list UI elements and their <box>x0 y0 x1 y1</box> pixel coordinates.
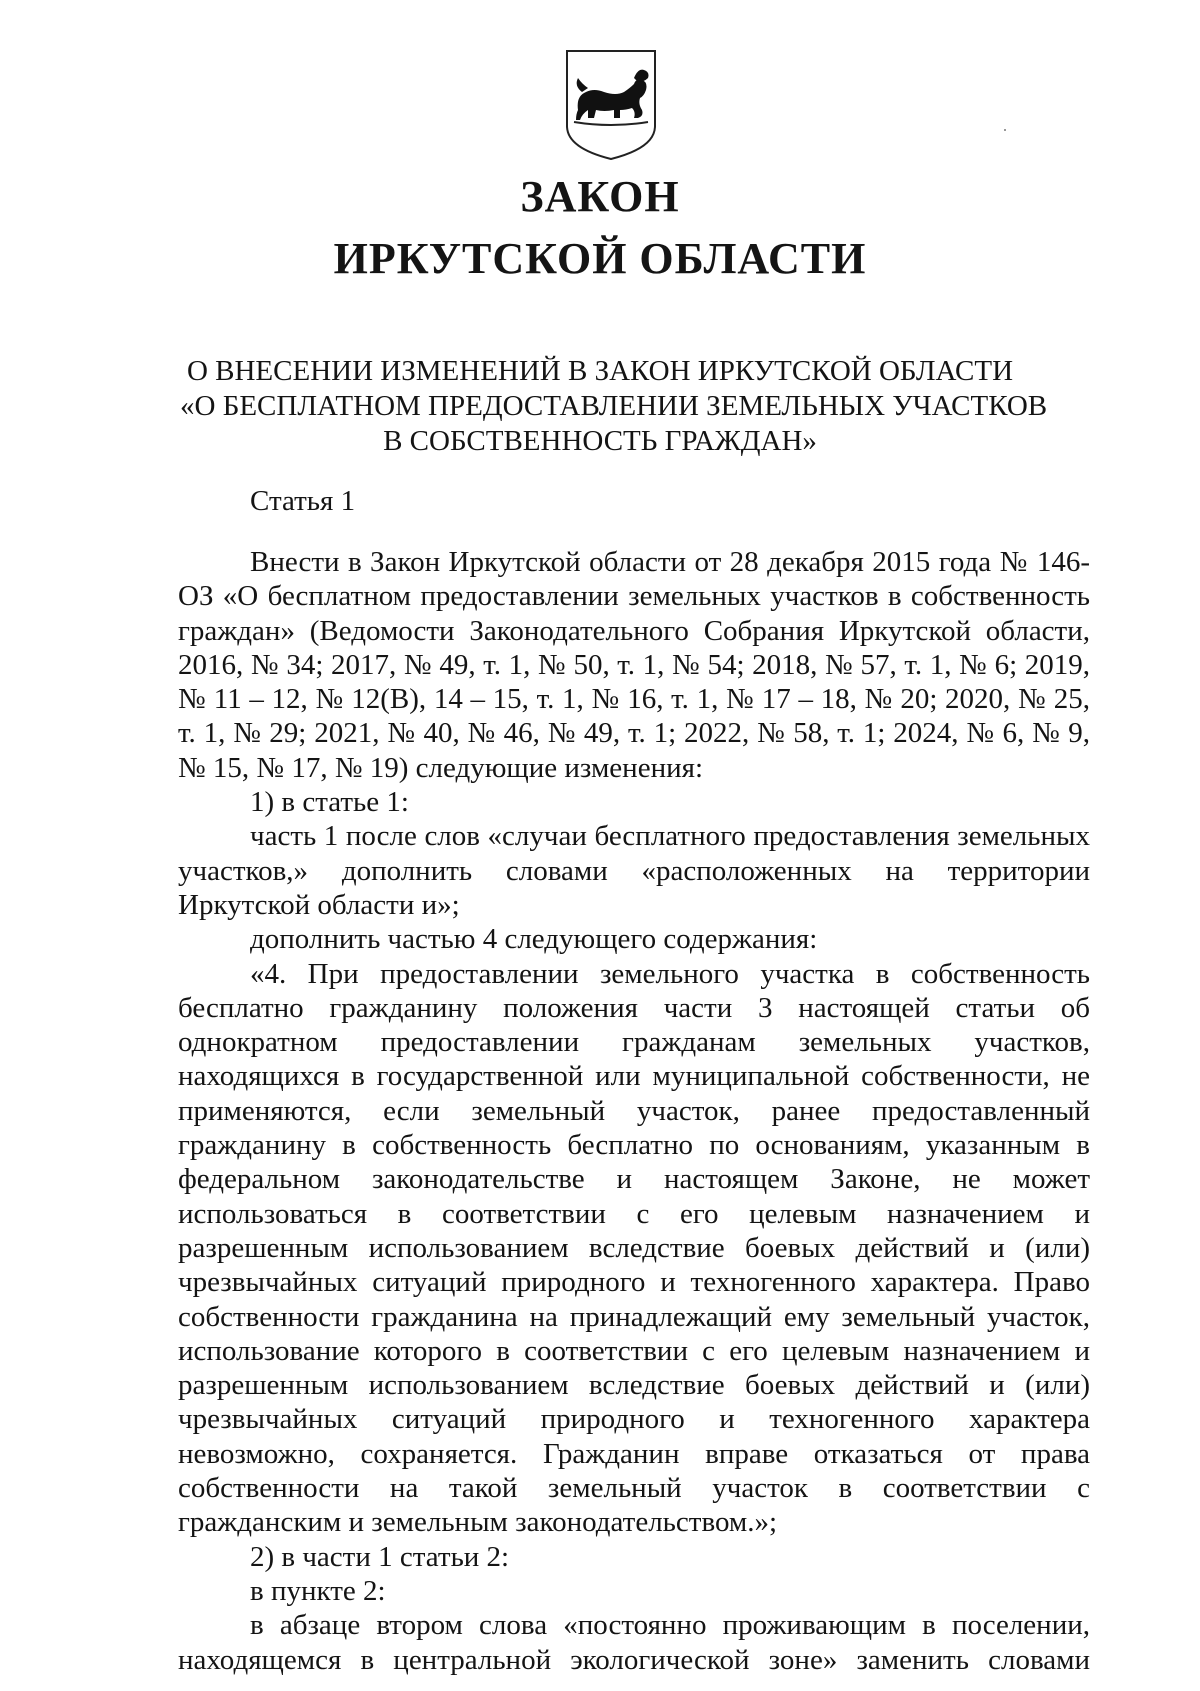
paragraph: часть 1 после слов «случаи бесплатного предоставления земельных участков,» дополнить словами «расположенных на территории Иркутской области и»; <box>178 820 1090 921</box>
paragraph: дополнить частью 4 следующего содержания: <box>250 923 818 956</box>
paragraph: 1) в статье 1: <box>250 786 409 819</box>
law-subtitle <box>180 354 1048 459</box>
article-heading: Статья 1 <box>250 485 356 517</box>
irkutsk-coat-of-arms-icon <box>564 48 658 162</box>
paragraph: 2) в части 1 статьи 2: <box>250 1540 510 1573</box>
law-title: ЗАКОН <box>520 172 680 221</box>
subtitle-line: О ВНЕСЕНИИ ИЗМЕНЕНИЙ В ЗАКОН ИРКУТСКОЙ ОБЛАСТИ <box>186 355 1014 387</box>
paragraph: «4. При предоставлении земельного участка в собственность бесплатно гражданину положения части 3 настоящей статьи об однократном предоставлении гражданам земельных участков, находящихся в государственной или муниципальной собственности, не применяются, если земельный участок, ранее предоставленный гражданину в собственность бесплатно по основаниям, указанным в федеральном законодательстве и настоящем Законе, не может использоваться в соответствии с его целевым назначением и разрешенным использованием вследствие боевых действий и (или) чрезвычайных ситуаций природного и техногенного характера. Право собственности гражданина на принадлежащий ему земельный участок, использование которого в соответствии с его целевым назначением и разрешенным использованием вследствие боевых действий и (или) чрезвычайных ситуаций природного и техногенного характера невозможно, сохраняется. Гражданин вправе отказаться от права собственности на такой земельный участок в соответствии с гражданским и земельным законодательством.»; <box>178 957 1090 1539</box>
law-body <box>178 545 1090 1677</box>
paragraph: Внести в Закон Иркутской области от 28 декабря 2015 года № 146-ОЗ «О бесплатном предоставлении земельных участков в собственность граждан» (Ведомости Законодательного Собрания Иркутской области, 2016, № 34; 2017, № 49, т. 1, № 50, т. 1, № 54; 2018, № 57, т. 1, № 6; 2019, № 11 – 12, № 12(В), 14 – 15, т. 1, № 16, т. 1, № 17 – 18, № 20; 2020, № 25, т. 1, № 29; 2021, № 40, № 46, № 49, т. 1; 2022, № 58, т. 1; 2024, № 6, № 9, № 15, № 17, № 19) следующие изменения: <box>178 546 1090 784</box>
subtitle-line: «О БЕСПЛАТНОМ ПРЕДОСТАВЛЕНИИ ЗЕМЕЛЬНЫХ УЧАСТКОВ <box>180 390 1048 422</box>
paragraph: в пункте 2: <box>250 1574 386 1607</box>
subtitle-line: В СОБСТВЕННОСТЬ ГРАЖДАН» <box>383 425 817 457</box>
scan-speck <box>1004 129 1006 131</box>
paragraph: в абзаце втором слова «постоянно проживающим в поселении, находящемся в центральной экологической зоне» заменить словами <box>178 1609 1090 1676</box>
region-title: ИРКУТСКОЙ ОБЛАСТИ <box>333 234 867 283</box>
